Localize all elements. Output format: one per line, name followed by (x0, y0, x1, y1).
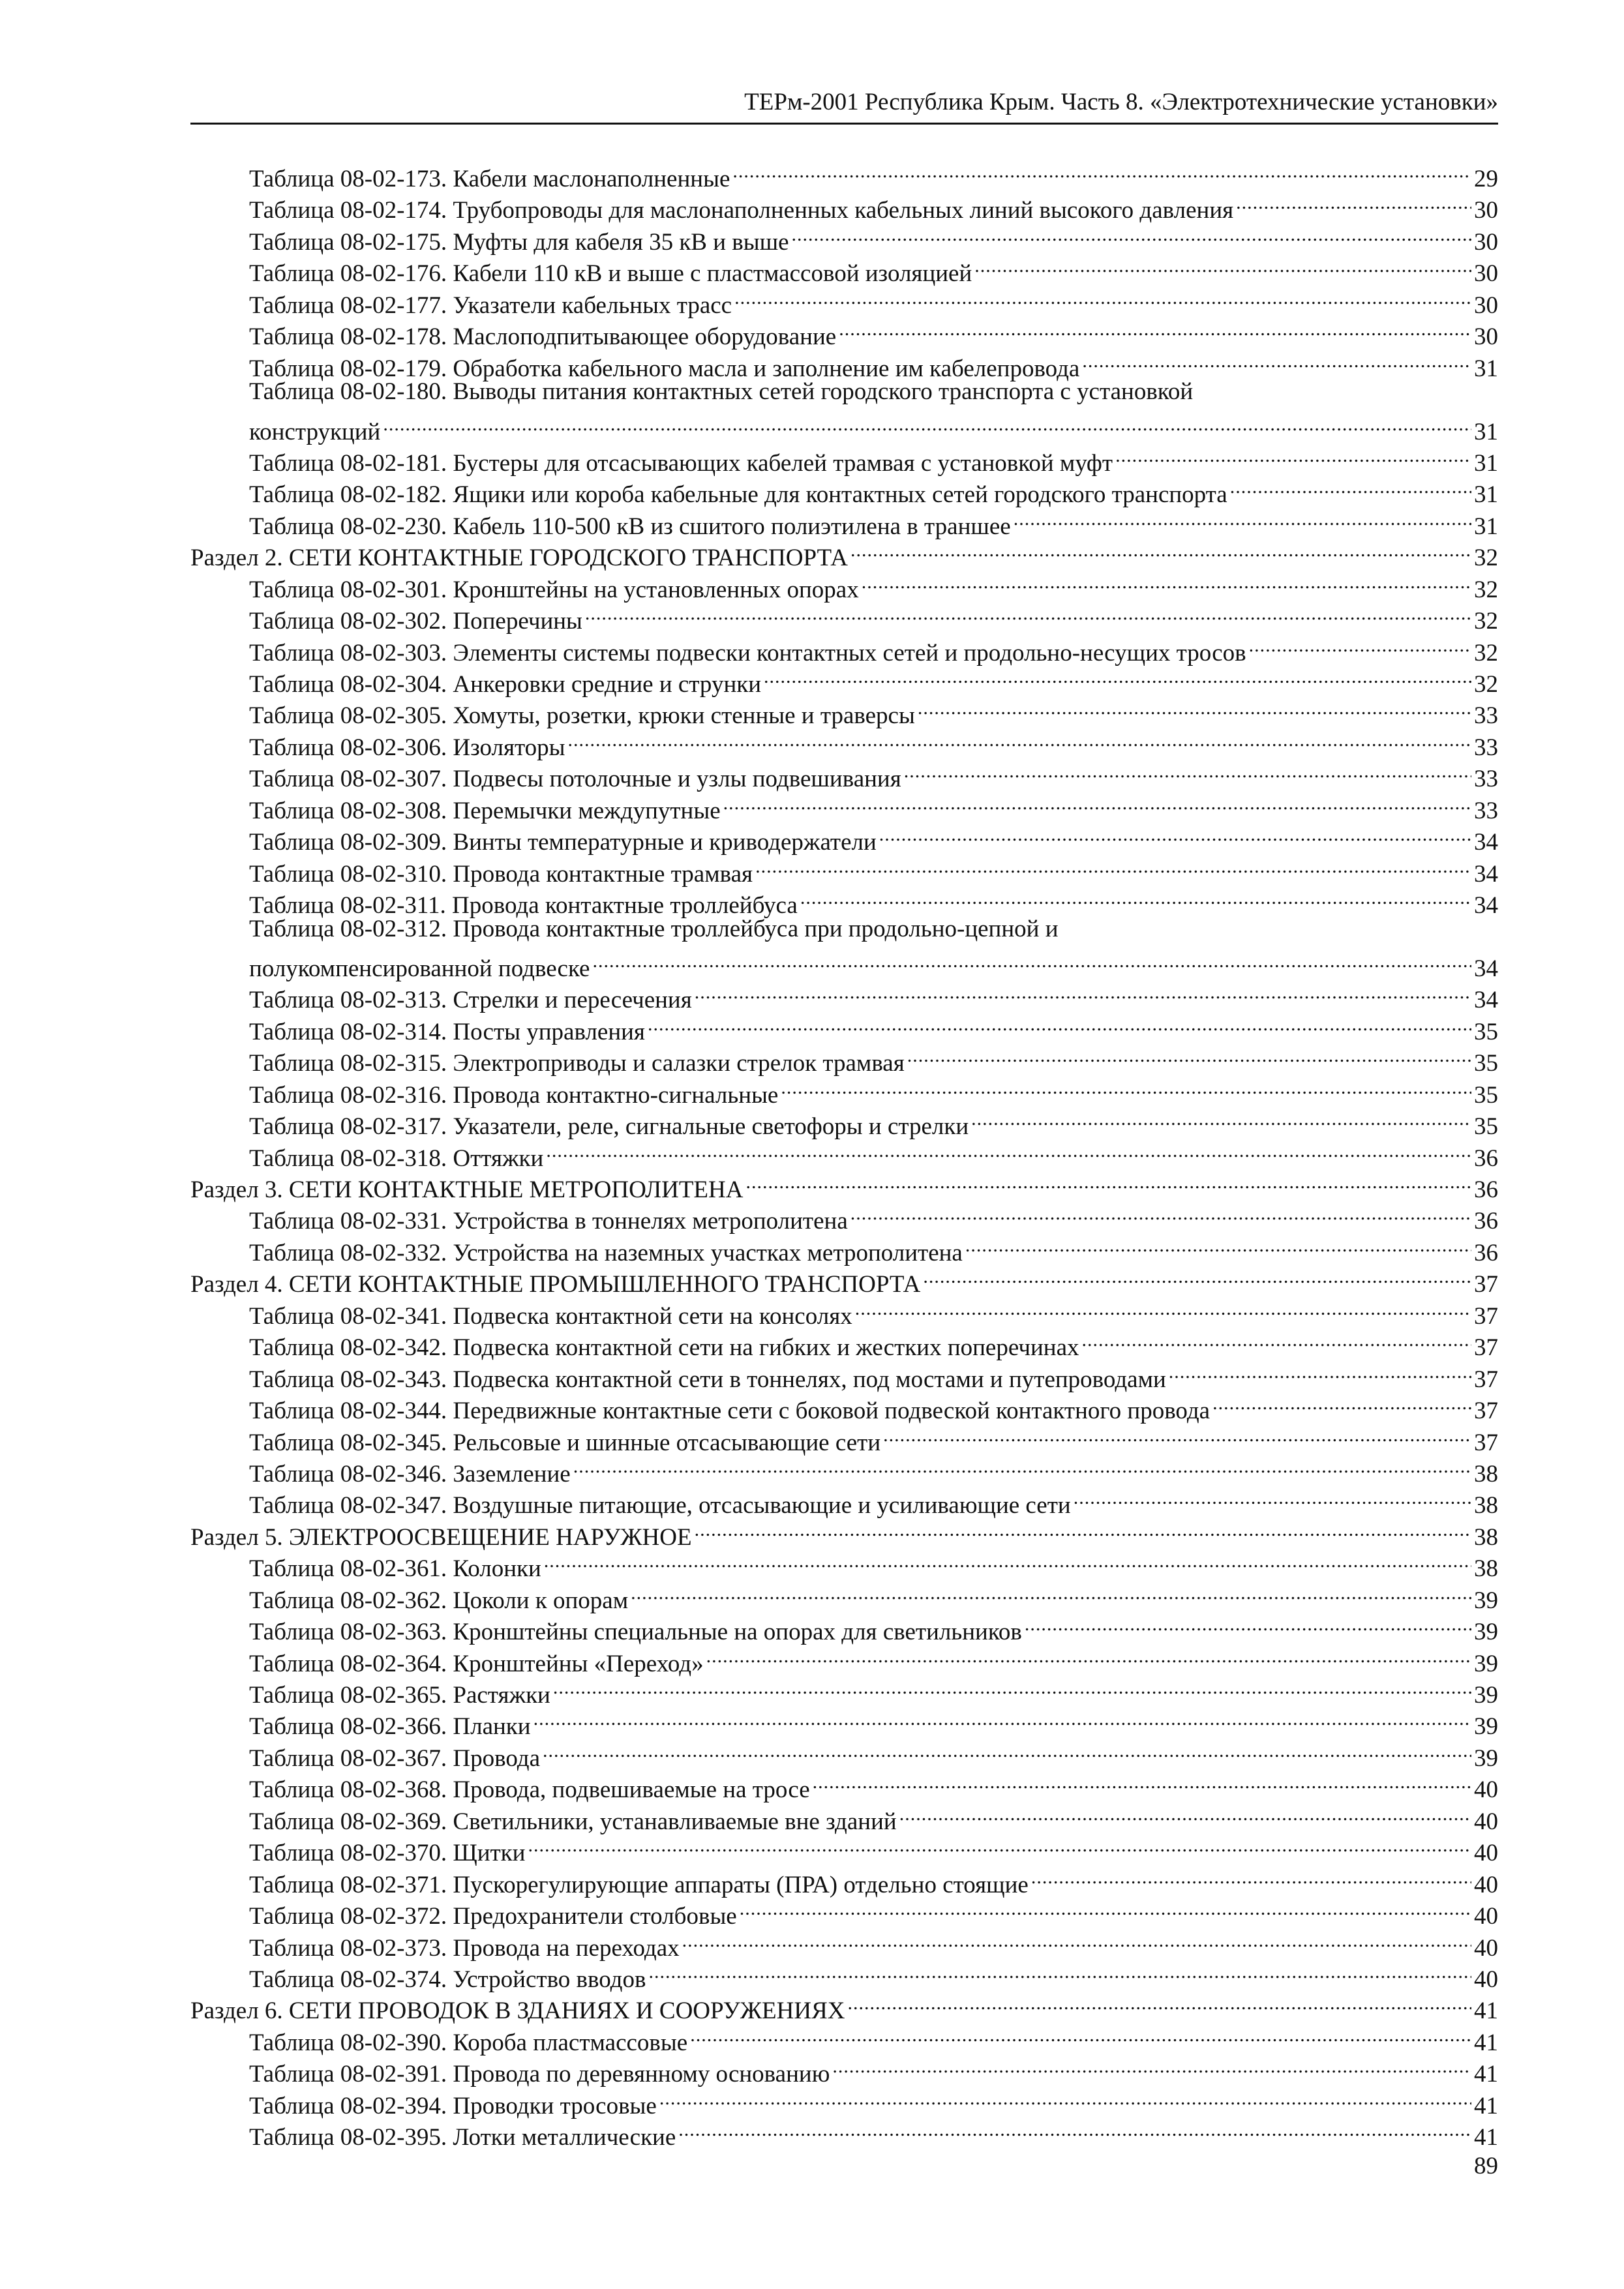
toc-entry-title: Таблица 08-02-369. Светильники, устанавливаемые вне зданий (249, 1808, 897, 1835)
toc-entry-title: Таблица 08-02-307. Подвесы потолочные и узлы подвешивания (249, 766, 901, 793)
toc-entry-page: 40 (1474, 1808, 1498, 1835)
toc-entry-page: 37 (1474, 1429, 1498, 1456)
dot-leader (764, 661, 1471, 692)
toc-entry-page: 40 (1474, 1966, 1498, 1993)
toc-entry-title: конструкций (249, 418, 381, 445)
dot-leader (690, 2019, 1471, 2050)
toc-entry-page: 40 (1474, 1776, 1498, 1804)
toc-entry-page: 38 (1474, 1555, 1498, 1583)
toc-entry-title: Таблица 08-02-361. Колонки (249, 1555, 541, 1583)
toc-entry-page: 35 (1474, 1018, 1498, 1045)
dot-leader (1249, 629, 1471, 661)
toc-entry-title: полукомпенсированной подвеске (249, 955, 590, 982)
dot-leader (659, 2082, 1471, 2114)
dot-leader (792, 218, 1471, 250)
toc-entry-title: Таблица 08-02-318. Оттяжки (249, 1144, 544, 1172)
toc-entry-page: 35 (1474, 1050, 1498, 1077)
toc-table-entry[interactable] (190, 408, 1498, 445)
dot-leader (592, 945, 1471, 976)
toc-entry-page: 30 (1474, 260, 1498, 288)
dot-leader (850, 1197, 1471, 1229)
dot-leader (544, 1545, 1471, 1576)
toc-entry-page: 37 (1474, 1366, 1498, 1393)
dot-leader (546, 1135, 1471, 1166)
toc-entry-page: 37 (1474, 1334, 1498, 1362)
toc-entry-page: 38 (1474, 1460, 1498, 1488)
toc-entry-title: Таблица 08-02-315. Электроприводы и салазки стрелок трамвая (249, 1050, 905, 1077)
dot-leader (1082, 1324, 1472, 1355)
dot-leader (850, 534, 1471, 565)
toc-entry-title: Таблица 08-02-394. Проводки тросовые (249, 2092, 657, 2119)
toc-entry-page: 33 (1474, 702, 1498, 730)
toc-entry-page: 40 (1474, 1871, 1498, 1898)
toc-entry-page: 30 (1474, 228, 1498, 256)
toc-entry-page: 34 (1474, 955, 1498, 982)
toc-entry-title: Таблица 08-02-372. Предохранители столбовые (249, 1903, 737, 1930)
toc-entry-title: Таблица 08-02-174. Трубопроводы для маслонаполненных кабельных линий высокого давления (249, 197, 1234, 224)
toc-entry-page: 32 (1474, 639, 1498, 666)
toc-entry-title: Раздел 2. СЕТИ КОНТАКТНЫЕ ГОРОДСКОГО ТРАНСПОРТА (190, 545, 848, 572)
toc-table-entry[interactable] (190, 914, 1498, 945)
toc-entry-page: 39 (1474, 1682, 1498, 1709)
dot-leader (1169, 1356, 1471, 1387)
toc-entry-title: Таблица 08-02-373. Провода на переходах (249, 1934, 680, 1962)
toc-entry-page: 38 (1474, 1523, 1498, 1551)
toc-entry-title: Таблица 08-02-305. Хомуты, розетки, крюки стенные и траверсы (249, 702, 915, 730)
toc-entry-title: Таблица 08-02-176. Кабели 110 кВ и выше с пластмассовой изоляцией (249, 260, 972, 288)
toc-entry-title: Таблица 08-02-343. Подвеска контактной сети в тоннелях, под мостами и путепроводами (249, 1366, 1166, 1393)
toc-entry-title: Таблица 08-02-331. Устройства в тоннелях метрополитена (249, 1208, 848, 1235)
dot-leader (1230, 471, 1471, 502)
toc-entry-title: Раздел 3. СЕТИ КОНТАКТНЫЕ МЕТРОПОЛИТЕНА (190, 1176, 744, 1203)
toc-entry-page: 32 (1474, 545, 1498, 572)
toc-entry-title: Таблица 08-02-371. Пускорегулирующие аппараты (ПРА) отдельно стоящие (249, 1871, 1029, 1898)
dot-leader (971, 1103, 1471, 1134)
toc-entry-page: 29 (1474, 166, 1498, 192)
toc-table-entry[interactable] (190, 376, 1498, 408)
toc-entry-page: 40 (1474, 1903, 1498, 1930)
toc-entry-page: 35 (1474, 1081, 1498, 1109)
toc-entry-title: Таблица 08-02-317. Указатели, реле, сигнальные светофоры и стрелки (249, 1113, 969, 1141)
toc-entry-title: Таблица 08-02-308. Перемычки междупутные (249, 797, 721, 824)
toc-entry-page: 34 (1474, 860, 1498, 888)
toc-entry-page: 31 (1474, 355, 1498, 382)
toc-entry-page: 30 (1474, 197, 1498, 224)
toc-entry-title: Раздел 6. СЕТИ ПРОВОДОК В ЗДАНИЯХ И СООРУЖЕНИЯХ (190, 1997, 845, 2025)
toc-entry-title: Таблица 08-02-345. Рельсовые и шинные отсасывающие сети (249, 1429, 881, 1456)
toc-entry-page: 34 (1474, 892, 1498, 920)
dot-leader (974, 250, 1471, 281)
dot-leader (723, 787, 1471, 818)
toc-entry-title: Таблица 08-02-346. Заземление (249, 1460, 571, 1488)
dot-leader (1212, 1387, 1471, 1418)
dot-leader (923, 1261, 1471, 1292)
toc-entry-page: 41 (1474, 2092, 1498, 2119)
toc-entry-title: Таблица 08-02-344. Передвижные контактные сети с боковой подвеской контактного провода (249, 1398, 1210, 1425)
toc-entry-page: 36 (1474, 1208, 1498, 1235)
toc-entry-page: 30 (1474, 292, 1498, 319)
toc-entry-title: Таблица 08-02-301. Кронштейны на установленных опорах (249, 576, 859, 603)
toc-entry-title: Таблица 08-02-177. Указатели кабельных трасс (249, 292, 732, 319)
dot-leader (1082, 345, 1471, 376)
toc-entry-title: Таблица 08-02-342. Подвеска контактной сети на гибких и жестких поперечинах (249, 1334, 1079, 1362)
toc-entry-page: 34 (1474, 829, 1498, 856)
dot-leader (648, 1008, 1471, 1040)
toc-entry-page: 31 (1474, 481, 1498, 509)
toc-entry-page: 33 (1474, 734, 1498, 761)
dot-leader (879, 818, 1471, 850)
toc-entry-page: 32 (1474, 608, 1498, 635)
toc-entry-title: Таблица 08-02-178. Маслоподпитывающее оборудование (249, 323, 837, 351)
toc-entry-title: Таблица 08-02-347. Воздушные питающие, отсасывающие и усиливающие сети (249, 1492, 1071, 1519)
toc-entry-page: 41 (1474, 2124, 1498, 2151)
dot-leader (1115, 440, 1471, 471)
toc-entry-title: Таблица 08-02-303. Элементы системы подвески контактных сетей и продольно-несущих тросов (249, 639, 1246, 666)
toc-entry-page: 39 (1474, 1587, 1498, 1614)
toc-entry-title: Таблица 08-02-181. Бустеры для отсасывающих кабелей трамвая с установкой муфт (249, 449, 1113, 477)
dot-leader (1074, 1482, 1471, 1513)
dot-leader (855, 1293, 1471, 1324)
dot-leader (755, 850, 1471, 882)
dot-leader (918, 692, 1471, 723)
toc-entry-page: 36 (1474, 1176, 1498, 1203)
toc-entry-page: 30 (1474, 323, 1498, 351)
dot-leader (832, 2050, 1471, 2082)
toc-entry-page: 38 (1474, 1492, 1498, 1519)
toc-entry-page: 39 (1474, 1650, 1498, 1677)
toc-entry-page: 36 (1474, 1144, 1498, 1172)
toc-entry-title: Таблица 08-02-374. Устройство вводов (249, 1966, 646, 1993)
toc-entry-page: 37 (1474, 1271, 1498, 1298)
dot-leader (800, 882, 1471, 913)
dot-leader (1025, 1608, 1471, 1639)
toc-entry-title: Таблица 08-02-368. Провода, подвешиваемые на тросе (249, 1776, 810, 1804)
toc-entry-title: Таблица 08-02-391. Провода по деревянному основанию (249, 2061, 830, 2088)
dot-leader (573, 1450, 1471, 1482)
toc-entry-page: 37 (1474, 1398, 1498, 1425)
dot-leader (899, 1798, 1471, 1829)
toc-entry-title: Таблица 08-02-310. Провода контактные трамвая (249, 860, 753, 888)
toc-entry-title: Таблица 08-02-182. Ящики или короба кабельные для контактных сетей городского транспорта (249, 481, 1227, 509)
toc-entry-page: 41 (1474, 2061, 1498, 2088)
toc-entry-title: Таблица 08-02-309. Винты температурные и криводержатели (249, 829, 877, 856)
dot-leader (631, 1577, 1471, 1608)
dot-leader (732, 155, 1471, 187)
dot-leader (383, 408, 1471, 440)
dot-leader (695, 1514, 1471, 1545)
toc-entry-title: Таблица 08-02-316. Провода контактно-сигнальные (249, 1081, 779, 1109)
toc-entry-title: Таблица 08-02-332. Устройства на наземных участках метрополитена (249, 1239, 963, 1266)
dot-leader (745, 1166, 1471, 1197)
toc-entry-page: 39 (1474, 1713, 1498, 1741)
toc-entry-title: Таблица 08-02-179. Обработка кабельного масла и заполнение им кабелепровода (249, 355, 1080, 382)
dot-leader (553, 1671, 1471, 1703)
toc-entry-title: Таблица 08-02-367. Провода (249, 1744, 541, 1772)
dot-leader (585, 597, 1471, 629)
page-number: 89 (1474, 2153, 1498, 2179)
toc-entry-title: Таблица 08-02-363. Кронштейны специальные на опорах для светильников (249, 1619, 1022, 1646)
toc-entry-page: 40 (1474, 1840, 1498, 1867)
dot-leader (534, 1703, 1471, 1734)
toc-entry-title: Таблица 08-02-366. Планки (249, 1713, 531, 1741)
toc-entry-title: Раздел 4. СЕТИ КОНТАКТНЫЕ ПРОМЫШЛЕННОГО ТРАНСПОРТА (190, 1271, 921, 1298)
dot-leader (904, 755, 1471, 786)
dot-leader (740, 1893, 1471, 1924)
toc-entry-title: Таблица 08-02-304. Анкеровки средние и струнки (249, 671, 762, 698)
toc-table-entry[interactable] (190, 945, 1498, 982)
toc-table-entry[interactable] (190, 440, 1498, 477)
toc-entry-page: 31 (1474, 449, 1498, 477)
toc-entry-page: 33 (1474, 797, 1498, 824)
toc-entry-title: Таблица 08-02-364. Кронштейны «Переход» (249, 1650, 704, 1677)
toc-entry-page: 31 (1474, 513, 1498, 540)
dot-leader (678, 2114, 1471, 2145)
dot-leader (1014, 503, 1471, 534)
toc-entry-title: Таблица 08-02-230. Кабель 110-500 кВ из сшитого полиэтилена в траншее (249, 513, 1011, 540)
toc-entry-page: 33 (1474, 766, 1498, 793)
toc-entry-title: Таблица 08-02-312. Провода контактные троллейбуса при продольно-цепной и (249, 915, 1059, 942)
dot-leader (839, 313, 1471, 344)
toc-entry-page: 34 (1474, 987, 1498, 1014)
dot-leader (965, 1229, 1471, 1261)
dot-leader (568, 724, 1471, 755)
toc-entry-title: Таблица 08-02-173. Кабели маслонаполненные (249, 166, 730, 192)
toc-entry-page: 41 (1474, 1997, 1498, 2025)
dot-leader (543, 1735, 1471, 1766)
dot-leader (883, 1419, 1471, 1450)
toc-entry-title: Раздел 5. ЭЛЕКТРООСВЕЩЕНИЕ НАРУЖНОЕ (190, 1523, 692, 1551)
toc-entry-title: Таблица 08-02-306. Изоляторы (249, 734, 565, 761)
table-of-contents (190, 155, 1498, 2151)
toc-entry-title: Таблица 08-02-370. Щитки (249, 1840, 526, 1867)
dot-leader (1236, 187, 1471, 218)
dot-leader (682, 1924, 1471, 1956)
toc-entry-title: Таблица 08-02-302. Поперечины (249, 608, 582, 635)
toc-entry-page: 40 (1474, 1934, 1498, 1962)
toc-entry-page: 41 (1474, 2029, 1498, 2056)
toc-entry-title: Таблица 08-02-365. Растяжки (249, 1682, 550, 1709)
toc-entry-page: 39 (1474, 1744, 1498, 1772)
toc-entry-title: Таблица 08-02-311. Провода контактные троллейбуса (249, 892, 798, 920)
dot-leader (695, 976, 1471, 1008)
toc-entry-page: 32 (1474, 576, 1498, 603)
toc-entry-page: 32 (1474, 671, 1498, 698)
dot-leader (862, 566, 1471, 597)
dot-leader (847, 1987, 1471, 2018)
toc-entry-title: Таблица 08-02-390. Короба пластмассовые (249, 2029, 688, 2056)
toc-entry-title: Таблица 08-02-175. Муфты для кабеля 35 кВ и выше (249, 228, 789, 256)
dot-leader (1031, 1861, 1471, 1893)
dot-leader (734, 282, 1471, 313)
running-header: ТЕРм-2001 Республика Крым. Часть 8. «Электротехнические установки» (190, 86, 1498, 125)
toc-entry-title: Таблица 08-02-313. Стрелки и пересечения (249, 987, 692, 1014)
dot-leader (813, 1766, 1471, 1797)
dot-leader (706, 1640, 1471, 1671)
toc-entry-title: Таблица 08-02-362. Цоколи к опорам (249, 1587, 629, 1614)
toc-entry-page: 37 (1474, 1302, 1498, 1330)
toc-entry-page: 31 (1474, 418, 1498, 445)
dot-leader (907, 1040, 1471, 1071)
toc-entry-page: 35 (1474, 1113, 1498, 1141)
toc-entry-page: 39 (1474, 1619, 1498, 1646)
toc-entry-title: Таблица 08-02-395. Лотки металлические (249, 2124, 676, 2151)
toc-entry-title: Таблица 08-02-341. Подвеска контактной сети на консолях (249, 1302, 852, 1330)
dot-leader (528, 1829, 1471, 1861)
dot-leader (781, 1071, 1471, 1103)
dot-leader (648, 1956, 1471, 1987)
toc-entry-title: Таблица 08-02-314. Посты управления (249, 1018, 645, 1045)
toc-entry-title: Таблица 08-02-180. Выводы питания контактных сетей городского транспорта с установкой (249, 378, 1194, 406)
toc-table-entry[interactable] (190, 155, 1498, 192)
toc-entry-page: 36 (1474, 1239, 1498, 1266)
